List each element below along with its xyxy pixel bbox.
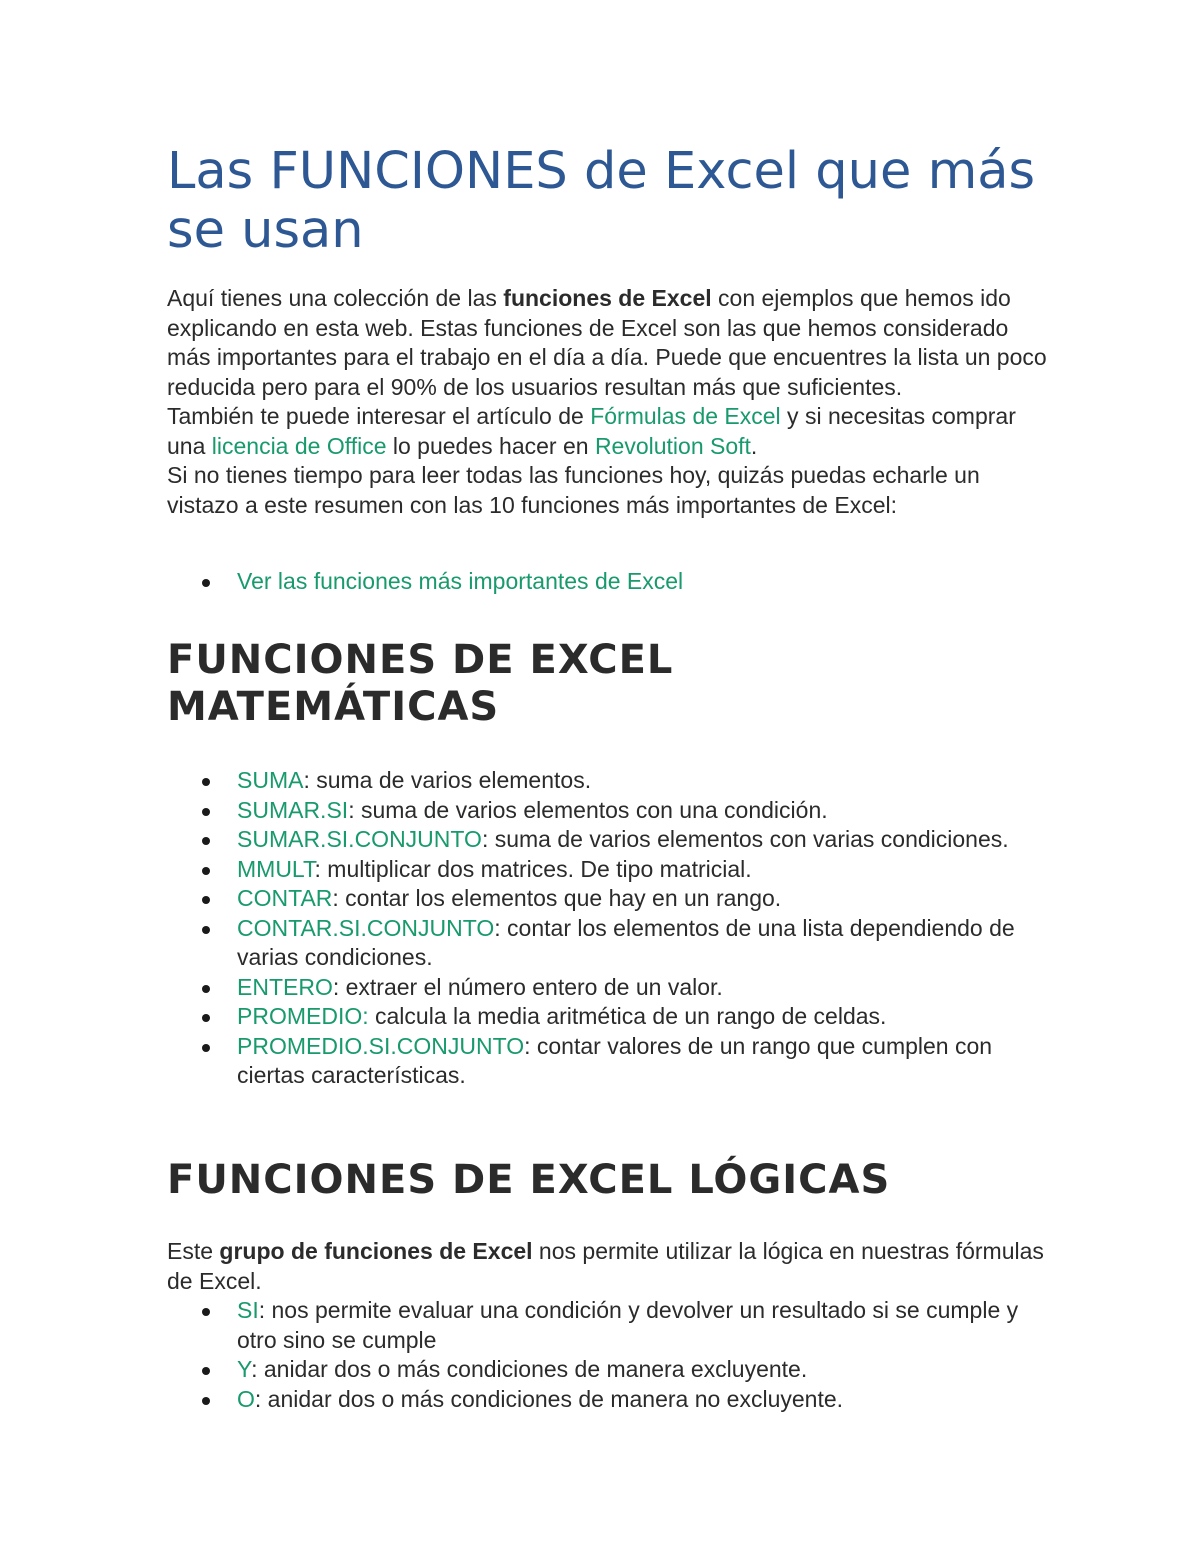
function-link-promedio[interactable]: PROMEDIO: [237,1003,369,1029]
logic-intro-bold: grupo de funciones de Excel [219,1238,533,1264]
function-link-mmult[interactable]: MMULT [237,855,315,882]
logic-functions-list [167,1296,1047,1414]
important-functions-link[interactable]: Ver las funciones más importantes de Excel [237,568,684,594]
function-description: calcula la media aritmética de un rango de celdas. [368,1003,887,1029]
list-item [167,1032,1047,1091]
function-link-promedio-si-conjunto[interactable]: PROMEDIO.SI.CONJUNTO [237,1032,525,1059]
intro-paragraph-2 [167,402,1047,461]
math-section-heading: FUNCIONES DE EXCEL MATEMÁTICAS [167,637,674,730]
intro-text [167,284,1047,520]
function-description: : anidar dos o más condiciones de manera excluyente. [251,1356,808,1382]
page-title: Las FUNCIONES de Excel que más se usan [167,142,1036,260]
intro-bold: funciones de Excel [503,285,712,311]
logic-section-heading: FUNCIONES DE EXCEL LÓGICAS [167,1157,891,1203]
intro-text-span: . [750,432,758,459]
math-functions-list [167,766,1047,1091]
logic-intro-span: Este [167,1238,220,1264]
function-link-contar-si-conjunto[interactable]: CONTAR.SI.CONJUNTO [237,914,495,941]
function-description: : nos permite evaluar una condición y devolver un resultado si se cumple y otro sino se cumple [237,1297,1019,1353]
function-description: : anidar dos o más condiciones de manera no excluyente. [254,1385,844,1412]
bullet-icon [202,1397,210,1405]
list-item [167,973,1047,1003]
function-description: : extraer el número entero de un valor. [332,973,723,1000]
function-description: : contar los elementos que hay en un rango. [332,885,782,911]
list-item [167,1002,1047,1032]
function-link-sumar-si[interactable]: SUMAR.SI [237,796,349,823]
bullet-icon [202,985,210,993]
intro-text-span: y si necesitas comprar una [167,403,1016,459]
bullet-icon [202,778,210,786]
bullet-icon [202,1014,210,1022]
function-link-contar[interactable]: CONTAR [237,885,333,911]
function-description: : suma de varios elementos con varias condiciones. [481,826,1009,852]
function-link-si[interactable]: SI [237,1297,259,1323]
bullet-icon [202,1044,210,1052]
intro-text-span: También te puede interesar el artículo de [167,403,591,429]
bullet-icon [202,1308,210,1316]
function-link-entero[interactable]: ENTERO [237,973,333,1000]
function-description: : multiplicar dos matrices. De tipo matricial. [314,855,752,882]
function-description: : contar los elementos de una lista dependiendo de varias condiciones. [237,914,1015,970]
list-item [167,567,1047,597]
bullet-icon [202,579,210,587]
intro-paragraph-3: Si no tienes tiempo para leer todas las funciones hoy, quizás puedas echarle un vistazo a este resumen con las 10 funciones más importantes de Excel: [167,462,980,518]
function-description: : suma de varios elementos con una condición. [348,796,828,823]
list-item [167,766,1047,796]
list-item [167,1296,1047,1355]
list-item [167,914,1047,973]
intro-text-span: con ejemplos que hemos ido explicando en esta web. Estas funciones de Excel son las que hemos considerado más importantes para el trabajo en el día a día. Puede que encuentres la lista un poco reducida pero para el 90% de los usuarios resultan más que suficientes. [167,285,1047,400]
function-link-y[interactable]: Y [237,1356,252,1382]
list-item [167,1355,1047,1385]
office-license-link[interactable]: licencia de Office [211,432,387,459]
intro-text-span: Aquí tienes una colección de las [167,285,504,311]
bullet-icon [202,867,210,875]
bullet-icon [202,1367,210,1375]
bullet-icon [202,837,210,845]
formulas-excel-link[interactable]: Fórmulas de Excel [590,403,781,429]
list-item [167,825,1047,855]
function-description: : contar valores de un rango que cumplen con ciertas características. [237,1032,993,1088]
bullet-icon [202,896,210,904]
list-item [167,1385,1047,1415]
top-list [167,567,1047,597]
logic-intro [167,1237,1047,1296]
intro-text-span: lo puedes hacer en [386,432,595,459]
intro-paragraph-1 [167,284,1047,402]
function-description: : suma de varios elementos. [303,767,592,793]
revolution-soft-link[interactable]: Revolution Soft [594,432,751,459]
list-item [167,855,1047,885]
logic-intro-span: nos permite utilizar la lógica en nuestras fórmulas de Excel. [167,1238,1044,1294]
function-link-o[interactable]: O [237,1385,255,1412]
function-link-sumar-si-conjunto[interactable]: SUMAR.SI.CONJUNTO [237,826,482,852]
bullet-icon [202,926,210,934]
function-link-suma[interactable]: SUMA [237,767,304,793]
bullet-icon [202,808,210,816]
list-item [167,884,1047,914]
list-item [167,796,1047,826]
